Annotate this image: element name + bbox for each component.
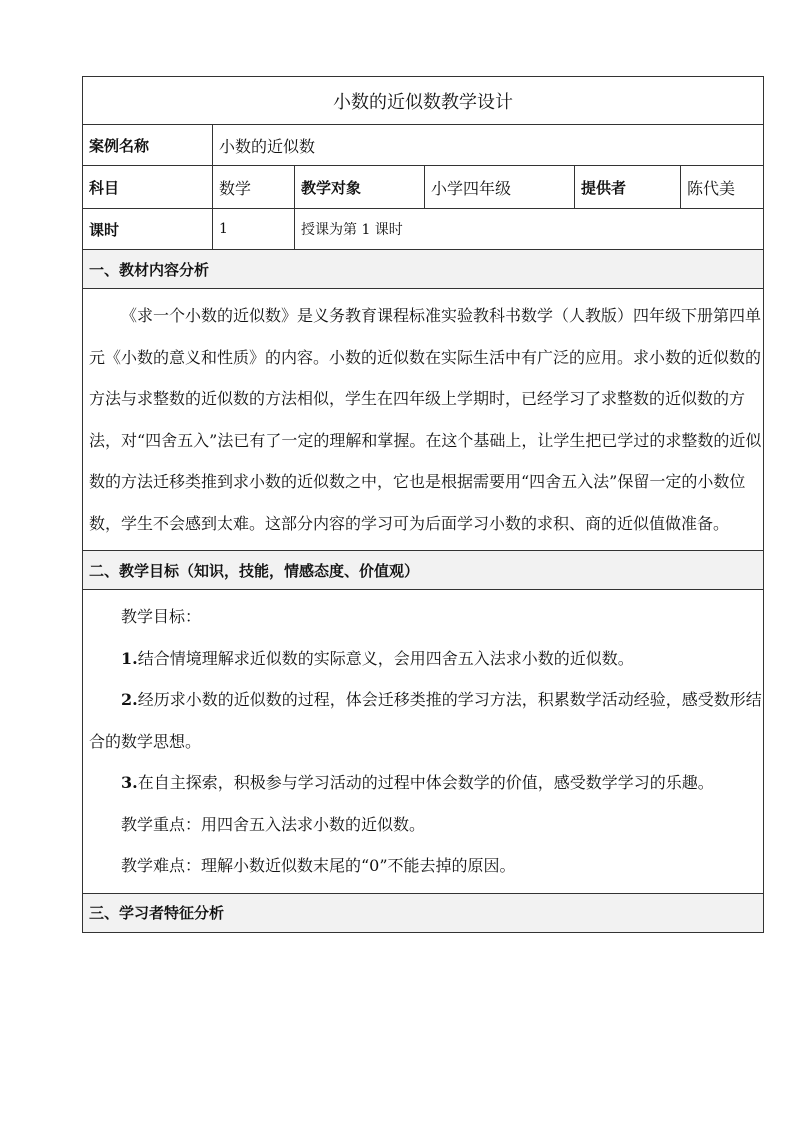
goal-number: 3. [121,773,138,792]
class-hour-value: 1 [213,209,295,250]
case-name-label: 案例名称 [83,125,213,166]
teaching-difficulty: 教学难点：理解小数近似数末尾的“0”不能去掉的原因。 [121,856,516,875]
goal-item [89,762,763,804]
material-analysis-text: 《求一个小数的近似数》是义务教育课程标准实验教科书数学（人教版）四年级下册第四单元《小数的意义和性质》的内容。小数的近似数在实际生活中有广泛的应用。求小数的近似数的方法与求整数的近似数的方法相似，学生在四年级上学期时，已经学习了求整数的近似数的方法，对“四舍五入”法已有了一定的理解和掌握。在这个基础上，让学生把已学过的求整数的近似数的方法迁移类推到求小数的近似数之中，它也是根据需要用“四舍五入法”保留一定的小数位数，学生不会感到太难。这部分内容的学习可为后面学习小数的求积、商的近似值做准备。 [89,306,762,533]
teaching-goals-content [83,590,764,894]
goal-text: 结合情境理解求近似数的实际意义，会用四舍五入法求小数的近似数。 [137,648,634,668]
section-heading-material-analysis: 一、教材内容分析 [83,250,764,289]
goal-text: 经历求小数的近似数的过程，体会迁移类推的学习方法，积累数学活动经验，感受数形结合的数学思想。 [89,690,762,751]
audience-label: 教学对象 [295,166,425,209]
document-title: 小数的近似数教学设计 [83,77,764,125]
subject-label: 科目 [83,166,213,209]
provider-value: 陈代美 [681,166,764,209]
class-hour-label: 课时 [83,209,213,250]
class-hour-note: 授课为第 1 课时 [295,209,764,250]
case-name-value: 小数的近似数 [213,125,764,166]
teaching-key-point: 教学重点：用四舍五入法求小数的近似数。 [121,814,426,834]
goal-item [89,679,763,762]
provider-label: 提供者 [575,166,681,209]
goal-number: 2. [121,690,138,709]
goal-item [89,638,763,680]
goal-text: 在自主探索，积极参与学习活动的过程中体会数学的价值，感受数学学习的乐趣。 [137,773,714,792]
material-analysis-content [83,289,764,551]
goal-number: 1. [121,648,138,668]
lesson-plan-document [82,76,763,933]
goals-intro: 教学目标： [121,607,202,626]
section-heading-teaching-goals: 二、教学目标（知识，技能，情感态度、价值观） [83,551,764,590]
section-heading-learner-analysis: 三、学习者特征分析 [83,893,764,932]
lesson-plan-table [82,76,764,933]
audience-value: 小学四年级 [425,166,575,209]
subject-value: 数学 [213,166,295,209]
